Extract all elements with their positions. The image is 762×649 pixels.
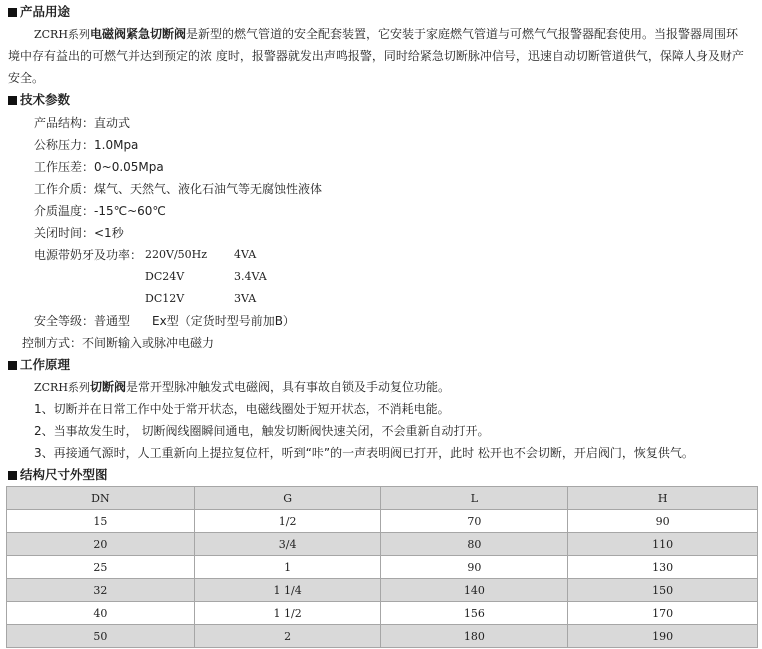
table-header-row bbox=[7, 487, 758, 510]
principle-step-1: 1、切断并在日常工作中处于常开状态，电磁线圈处于短开状态，不消耗电能。 bbox=[34, 402, 450, 416]
table-cell: 2 bbox=[194, 625, 381, 648]
spec-medium: 工作介质：煤气、天然气、液化石油气等无腐蚀性液体 bbox=[34, 182, 323, 196]
table-header-cell: H bbox=[568, 487, 758, 510]
principle-step-3: 3、再接通气源时，人工重新向上提拉复位杆，听到“咔”的一声表明阀已打开，此时 松开也不会切断，开启阀门，恢复供气。 bbox=[34, 446, 694, 460]
section-specs-title: 技术参数 bbox=[0, 92, 70, 108]
table-cell: 110 bbox=[568, 533, 758, 556]
dimensions-table bbox=[6, 486, 758, 648]
table-cell: 150 bbox=[568, 579, 758, 602]
table-row bbox=[7, 579, 758, 602]
section-principle-title: 工作原理 bbox=[0, 357, 70, 373]
power-watt: 3.4VA bbox=[234, 270, 267, 283]
table-cell: 1 1/2 bbox=[194, 602, 381, 625]
table-cell: 1/2 bbox=[194, 510, 381, 533]
power-watt: 3VA bbox=[234, 292, 257, 305]
power-voltage: DC24V bbox=[145, 270, 185, 283]
spec-structure: 产品结构：直动式 bbox=[34, 116, 131, 130]
square-bullet-icon bbox=[8, 96, 17, 105]
table-cell: 15 bbox=[7, 510, 195, 533]
table-cell: 3/4 bbox=[194, 533, 381, 556]
power-voltage: DC12V bbox=[145, 292, 185, 305]
section-usage-title: 产品用途 bbox=[0, 4, 70, 20]
table-row bbox=[7, 602, 758, 625]
power-voltage: 220V/50Hz bbox=[145, 248, 208, 261]
spec-temperature: 介质温度：-15℃~60℃ bbox=[34, 204, 166, 218]
table-header-cell: G bbox=[194, 487, 381, 510]
table-cell: 1 bbox=[194, 556, 381, 579]
power-watt: 4VA bbox=[234, 248, 257, 261]
section-dimensions-title: 结构尺寸外型图 bbox=[0, 467, 108, 483]
table-header-cell: L bbox=[381, 487, 568, 510]
principle-step-2: 2、当事故发生时， 切断阀线圈瞬间通电，触发切断阀快速关闭，不会重新自动打开。 bbox=[34, 424, 490, 438]
table-cell: 170 bbox=[568, 602, 758, 625]
table-cell: 40 bbox=[7, 602, 195, 625]
table-cell: 80 bbox=[381, 533, 568, 556]
table-cell: 70 bbox=[381, 510, 568, 533]
table-cell: 1 1/4 bbox=[194, 579, 381, 602]
table-header-cell: DN bbox=[7, 487, 195, 510]
usage-paragraph-line3: 安全。 bbox=[8, 71, 45, 85]
table-cell: 130 bbox=[568, 556, 758, 579]
table-cell: 180 bbox=[381, 625, 568, 648]
table-cell: 190 bbox=[568, 625, 758, 648]
square-bullet-icon bbox=[8, 361, 17, 370]
spec-power-label: 电源带奶牙及功率： bbox=[34, 248, 143, 262]
table-cell: 20 bbox=[7, 533, 195, 556]
spec-pressure: 公称压力：1.0Mpa bbox=[34, 138, 139, 152]
spec-pressure-diff: 工作压差：0~0.05Mpa bbox=[34, 160, 164, 174]
principle-intro: ZCRH系列切断阀是常开型脉冲触发式电磁阀，具有事故自锁及手动复位功能。 bbox=[34, 380, 450, 394]
table-cell: 90 bbox=[568, 510, 758, 533]
table-row bbox=[7, 533, 758, 556]
spec-close-time: 关闭时间：<1秒 bbox=[34, 226, 124, 240]
table-cell: 32 bbox=[7, 579, 195, 602]
square-bullet-icon bbox=[8, 8, 17, 17]
usage-paragraph-line2: 境中存有益出的可燃气并达到预定的浓 度时，报警器就发出声鸣报警，同时给紧急切断脉冲信号，迅速自动切断管道供气，保障人身及财产 bbox=[8, 49, 744, 63]
table-cell: 90 bbox=[381, 556, 568, 579]
usage-paragraph-line1: ZCRH系列电磁阀紧急切断阀是新型的燃气管道的安全配套装置，它安装于家庭燃气管道与可燃气气报警器配套使用。当报警器周围环 bbox=[34, 27, 738, 41]
square-bullet-icon bbox=[8, 471, 17, 480]
table-row bbox=[7, 625, 758, 648]
table-row bbox=[7, 556, 758, 579]
table-cell: 50 bbox=[7, 625, 195, 648]
table-row bbox=[7, 510, 758, 533]
table-cell: 25 bbox=[7, 556, 195, 579]
spec-safety: 安全等级：普通型 Ex型（定货时型号前加B） bbox=[34, 314, 295, 328]
spec-control: 控制方式：不间断输入或脉冲电磁力 bbox=[22, 336, 215, 350]
table-cell: 140 bbox=[381, 579, 568, 602]
table-cell: 156 bbox=[381, 602, 568, 625]
